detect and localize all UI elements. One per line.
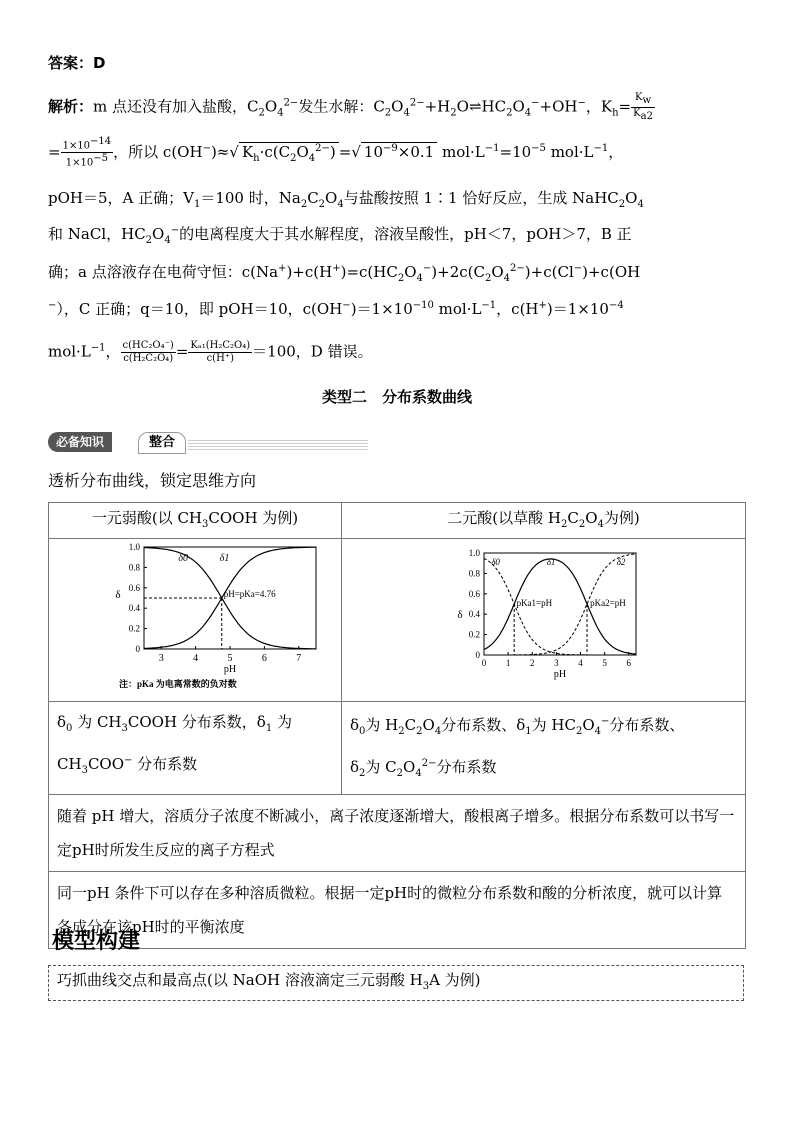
chart-note: 注：pKa 为电离常数的负对数 — [119, 679, 237, 689]
analysis-line-6: −），C 正确；q＝10，即 pOH＝10，$c(OH^-)=1\times 10^{-10}$ $mol\cdot L^{-1}$，$c(H^+)=1\times 10^{-4}$ — [48, 300, 624, 318]
model-title: 模型构建 — [52, 929, 141, 954]
x-tick-label: 4 — [577, 658, 583, 668]
note-row-2: 同一pH 条件下可以存在多种溶质微粒。根据一定pH时的微粒分布系数和酸的分析浓度，就可以计算各成分在该pH时的平衡浓度 — [49, 872, 746, 949]
y-tick-label: 0.4 — [468, 609, 480, 620]
x-axis-label: pH — [223, 664, 237, 675]
banner-stripe — [188, 438, 368, 450]
answer-label: 答案： — [48, 54, 94, 72]
analysis-line-7: $mol\cdot L^{-1}$， $\frac{\text{c(HC₂O₄⁻)}}{\text{c(H₂C₂O₄)}}$ = $\frac{\text{Kₐ₁(H₂C₂O₄)}}{c(H^+)}$ ＝100，D 错误。 — [48, 340, 373, 364]
y-tick-label: 1.0 — [128, 542, 140, 552]
x-tick-label: 5 — [601, 658, 607, 668]
analysis-line-4: 和 NaCl，$HC_2O_4^-$的电离程度大于其水解程度，溶液呈酸性，pH＜7，pOH＞7，B 正 — [48, 225, 632, 246]
legend-delta1: δ1 — [219, 553, 230, 564]
legend-delta0: δ0 — [178, 553, 189, 564]
y-tick-label: 0.2 — [128, 623, 140, 634]
intro-text: 透析分布曲线，锁定思维方向 — [48, 471, 257, 490]
y-tick-label: 0.8 — [468, 568, 480, 579]
x-tick-label: 5 — [227, 653, 233, 664]
model-box: 巧抓曲线交点和最高点(以 NaOH 溶液滴定三元弱酸 $H_3A$ 为例) — [48, 965, 744, 1001]
y-tick-label: 1.0 — [468, 548, 480, 558]
y-tick-label: 0.6 — [468, 588, 480, 599]
chart-cell-2 — [342, 539, 746, 702]
legend-delta0: δ0 — [490, 557, 500, 567]
banner-tag-integrate: 整合 — [138, 432, 186, 454]
x-tick-label: 3 — [553, 658, 559, 668]
banner-tag-knowledge: 必备知识 — [48, 432, 112, 452]
y-tick-label: 0.6 — [128, 582, 140, 593]
analysis-label: 解析： — [48, 97, 94, 116]
analysis-line-2: = $\frac{1\times 10^{-14}}{1\times 10^{-5}}$ ，所以 c(OH−)≈√ $K_h\cdot c(C_2O_4^{2-})$ =√ $10^{-9}\times 0.1$ $mol\cdot L^{-1}=10^{-5}$ $mol\cdot L^{-1}$， — [48, 136, 624, 169]
annotation-pka1: pKa1=pH — [516, 598, 552, 608]
note-row-1: 随着 pH 增大，溶质分子浓度不断减小，离子浓度逐渐增大，酸根离子增多。根据分布系数可以书写一定pH时所发生反应的离子方程式 — [49, 795, 746, 872]
legend-delta2: δ2 — [616, 557, 625, 567]
chart-monoprotic — [49, 539, 339, 697]
y-tick-label: 0.4 — [128, 603, 140, 614]
x-tick-label: 7 — [296, 653, 302, 664]
legend-delta1: δ1 — [546, 557, 555, 567]
answer-line — [48, 52, 105, 73]
x-tick-label: 6 — [626, 658, 631, 668]
header-diprotic: 二元酸(以草酸 $H_2C_2O_4$为例) — [342, 503, 746, 539]
section-title: 类型二 分布系数曲线 — [321, 388, 472, 406]
desc-monoprotic: $\delta_0$ 为 $CH_3COOH$ 分布系数，$\delta_1$ 为 $CH_3COO^-$ 分布系数 — [49, 702, 342, 795]
x-tick-label: 3 — [158, 653, 164, 664]
distribution-table — [48, 502, 746, 949]
analysis-line-3: pOH＝5，A 正确；$V_1=100$ 时，$Na_2C_2O_4$与盐酸按照 1∶1 恰好反应，生成 $NaHC_2O_4$ — [48, 189, 644, 210]
annotation-pka: pH=pKa=4.76 — [223, 589, 276, 599]
chart-diprotic — [444, 539, 644, 697]
header-monoprotic: 一元弱酸(以 $CH_3COOH$ 为例) — [49, 503, 342, 539]
x-tick-label: 1 — [505, 658, 510, 668]
answer-value: D — [93, 54, 106, 72]
y-tick-label: 0.8 — [128, 562, 140, 573]
y-tick-label: 0 — [475, 650, 480, 660]
chart-cell-1 — [49, 539, 342, 702]
desc-diprotic: $\delta_0$为 $H_2C_2O_4$分布系数、$\delta_1$为 $HC_2O_4^-$分布系数、 $\delta_2$为 $C_2O_4^{2-}$分布系数 — [342, 702, 746, 795]
x-axis-label: pH — [553, 669, 566, 680]
x-tick-label: 6 — [261, 653, 267, 664]
x-tick-label: 4 — [193, 653, 199, 664]
y-axis-label: δ — [115, 589, 121, 601]
y-tick-label: 0 — [135, 644, 140, 654]
knowledge-banner — [48, 432, 370, 452]
x-tick-label: 0 — [481, 658, 486, 668]
annotation-pka2: pKa2=pH — [589, 598, 626, 608]
y-axis-label: δ — [456, 609, 463, 621]
x-tick-label: 2 — [529, 658, 535, 668]
y-tick-label: 0.2 — [468, 629, 480, 640]
analysis-line-5: 确；a 点溶液存在电荷守恒：$c(Na^+)+c(H^+)=c(HC_2O_4^-)+2c(C_2O_4^{2-})+c(Cl^-)+c(OH$ — [48, 263, 641, 284]
analysis-line-1: 解析：m 点还没有加入盐酸，$C_2O_4^{2-}$发生水解：$C_2O_4^{2-}+H_2O\rightleftharpoons HC_2O_4^-+OH^-$，$K_h=$ $\frac{K_w}{K_{a2}}$ — [48, 92, 653, 122]
